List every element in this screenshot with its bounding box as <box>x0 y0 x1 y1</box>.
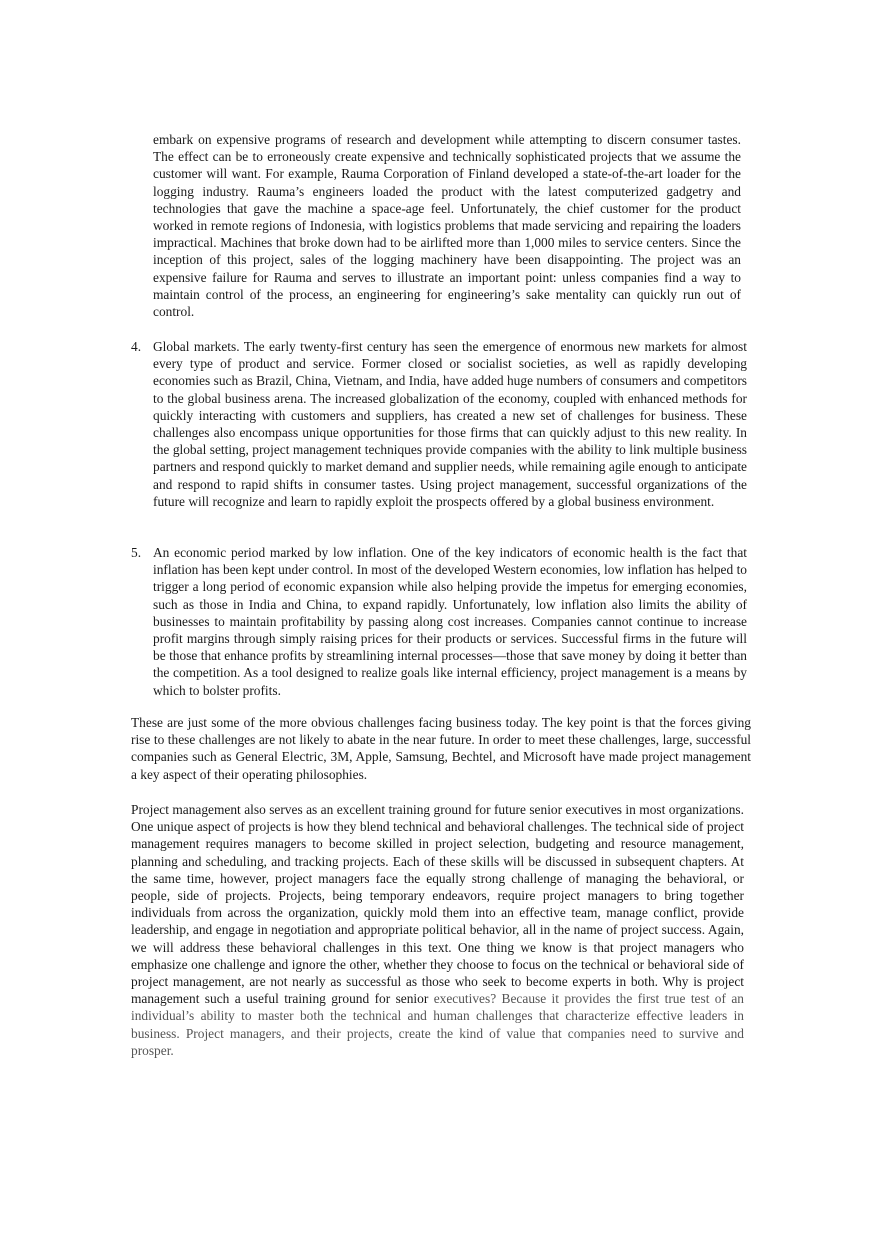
paragraph-faded-text: executives? Because it provides the first true test of an individual’s ability to master both the technical and human challenges that characterize effective leaders in business. Project managers, and their projects, create the kind of value that companies need to survive and prosper. <box>131 991 744 1058</box>
body-paragraph <box>131 801 744 1059</box>
list-item-text: An economic period marked by low inflation. One of the key indicators of economic health is the fact that inflation has been kept under control. In most of the developed Western economies, low inflation has helped to trigger a long period of economic expansion while also helping provide the impetus for emerging economies, such as those in India and China, to expand rapidly. Unfortunately, low inflation also limits the ability of businesses to maintain profitability by passing along cost increases. Companies cannot continue to increase profit margins through simply raising prices for their products or services. Successful firms in the future will be those that enhance profits by streamlining internal processes—those that save money by doing it better than the competition. As a tool designed to realize goals like internal efficiency, project management is a means by which to bolster profits. <box>153 545 747 698</box>
paragraph-main-text: Project management also serves as an excellent training ground for future senior executives in most organizations. One unique aspect of projects is how they blend technical and behavioral challenges. The technical side of project management requires managers to become skilled in project selection, budgeting and resource management, planning and scheduling, and tracking projects. Each of these skills will be discussed in subsequent chapters. At the same time, however, project managers face the equally strong challenge of managing the behavioral, or people, side of projects. Projects, being temporary endeavors, require project managers to bring together individuals from across the organization, quickly mold them into an effective team, manage conflict, provide leadership, and engage in negotiation and appropriate political behavior, all in the name of project success. Again, we will address these behavioral challenges in this text. One thing we know is that project managers who emphasize one challenge and ignore the other, whether they choose to focus on the technical or behavioral side of project management, are not nearly as successful as those who seek to become experts in both. Why is project management such a useful training ground for senior <box>131 802 744 1007</box>
continuation-paragraph: embark on expensive programs of research and development while attempting to discern consumer tastes. The effect can be to erroneously create expensive and technically sophisticated projects that we assume the customer will want. For example, Rauma Corporation of Finland developed a state-of-the-art loader for the logging industry. Rauma’s engineers loaded the product with the latest computerized gadgetry and technologies that gave the machine a space-age feel. Unfortunately, the chief customer for the product worked in remote regions of Indonesia, with logistics problems that made servicing and repairing the loaders impractical. Machines that broke down had to be airlifted more than 1,000 miles to service centers. Since the inception of this project, sales of the logging machinery have been disappointing. The project was an expensive failure for Rauma and serves to illustrate an important point: unless companies find a way to maintain control of the process, an engineering for engineering’s sake mentality can quickly run out of control. <box>153 132 741 320</box>
list-item-number: 4. <box>131 339 142 354</box>
list-item-number: 5. <box>131 545 142 560</box>
list-item-text: Global markets. The early twenty-first century has seen the emergence of enormous new markets for almost every type of product and service. Former closed or socialist societies, as well as rapidly developing economies such as Brazil, China, Vietnam, and India, have added huge numbers of consumers and competitors to the global business arena. The increased globalization of the economy, coupled with enhanced methods for quickly interacting with customers and suppliers, has created a new set of challenges for business. These challenges also encompass unique opportunities for those firms that can quickly adjust to this new reality. In the global setting, project management techniques provide companies with the ability to link multiple business partners and respond quickly to market demand and supplier needs, while remaining agile enough to anticipate and respond to rapid shifts in consumer tastes. Using project management, successful organizations of the future will recognize and learn to rapidly exploit the prospects offered by a global business environment. <box>153 339 747 509</box>
body-paragraph: These are just some of the more obvious challenges facing business today. The key point is that the forces giving rise to these challenges are not likely to abate in the near future. In order to meet these challenges, large, successful companies such as General Electric, 3M, Apple, Samsung, Bechtel, and Microsoft have made project management a key aspect of their operating philosophies. <box>131 715 751 782</box>
